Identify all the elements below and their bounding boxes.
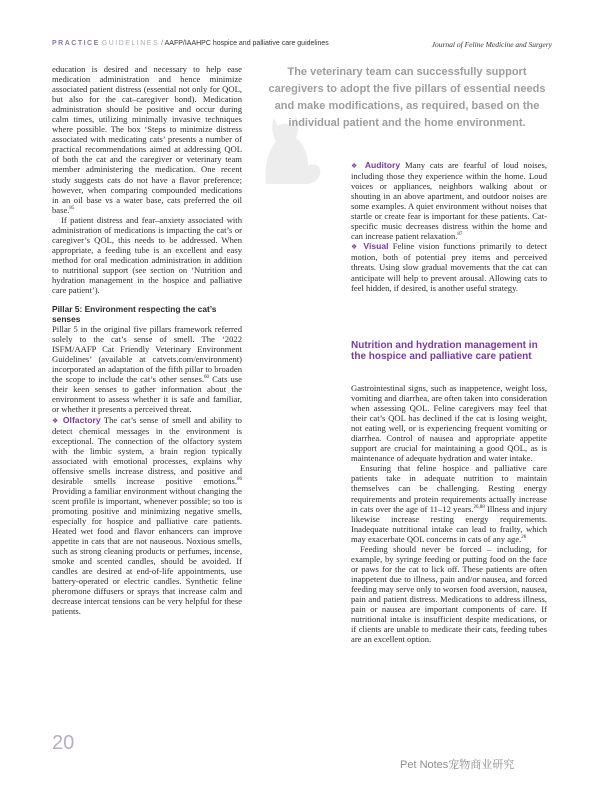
paragraph: Pillar 5 in the original five pillars framework referred solely to the cat’s sense of smell. The ‘2022 ISFM/AAFP Cat Friendly Veterinary Environment Guidelines’ (available at catvets.com/environment) incorporated an adaptation of the fifth pillar to broaden the scope to include the cat’s other senses.$^{60}$ Cats use their keen senses to gather information about the environment to assess whether it is safe and familiar, or whether it presents a perceived threat. <box>52 324 242 415</box>
paragraph-visual: ❖ Visual Feline vision functions primarily to detect motion, both of potential prey items and perceived threats. Using slow gradual movements that the cat can anticipate will help to prevent arousal. Allowing cats to feel hidden, if desired, is another useful strategy. <box>351 241 548 293</box>
paragraph-auditory: ❖ Auditory Many cats are fearful of loud noises, including those they experience within the home. Loud voices or appliances, neighbors walking about or shouting in an above apartment, and outdoor noises are some examples. A quiet environment without noises that startle or create fear is important for these patients. Cat-specific music decreases distress within the home and can increase patient relaxation.$^{87}$ <box>351 160 547 242</box>
header-section-label: PRACTICE <box>52 40 100 47</box>
watermark: Pet Notes宠物商业研究 <box>400 759 515 771</box>
paragraph: Feeding should never be forced – including, for example, by syringe feeding or putting food on the face or paws for the cat to lick off. These patients are often inappetent due to illness, pain and/or nausea, and forced feeding may serve only to worsen food aversion, nausea, pain and patient distress. Medications to address illness, pain or nausea are important components of care. If nutritional intake is insufficient despite medications, or if clients are unable to medicate their cats, feeding tubes are an excellent option. <box>351 543 547 645</box>
diamond-bullet-icon: ❖ <box>351 243 360 252</box>
running-header <box>52 40 552 52</box>
paragraph-olfactory: ❖ Olfactory The cat’s sense of smell and ability to detect chemical messages in the environment is exceptional. The connection of the olfactory system with the limbic system, a brain region typically associated with emotional processes, explains why offensive smells increase distress, and positive and desirable smells increase positive emotions.$^{86}$ Providing a familiar environment without changing the scent profile is important, whenever possible; so too is promoting positive and minimizing negative smells, especially for hospice and palliative care patients. Heated wet food and flavor enhancers can improve appetite in cats that are not nauseous. Noxious smells, such as strong cleaning products or perfumes, incense, smoke and scented candles, should be avoided. If candles are desired at end-of-life appointments, use battery-operated or electric candles. Synthetic feline pheromone diffusers or sprays that increase calm and decrease intercat tensions can be very helpful for these patients. <box>52 414 242 617</box>
header-separator: / <box>161 40 164 47</box>
right-column-bottom <box>351 383 547 644</box>
pillar-5-heading: Pillar 5: Environment respecting the cat’s senses <box>52 304 217 325</box>
paragraph: If patient distress and fear–anxiety associated with administration of medications is impacting the cat’s or caregiver’s QOL, this needs to be addressed. When appropriate, a feeding tube is an excellent and easy method for oral medication administration in addition to nutritional support (see section on ‘Nutrition and hydration management in the hospice and palliative care patient’). <box>52 214 242 296</box>
pull-quote: The veterinary team can successfully support caregivers to adopt the five pillars of essential needs and make modifications, as required, based on the individual patient and the home environment. <box>268 66 546 129</box>
left-column <box>52 64 242 616</box>
right-column-top <box>351 160 547 293</box>
section-heading-nutrition: Nutrition and hydration management in the hospice and palliative care patient <box>351 340 538 362</box>
header-section-sublabel: GUIDELINES <box>101 40 160 47</box>
paragraph: Ensuring that feline hospice and palliative care patients take in adequate nutrition to maintain themselves can be challenging. Resting energy requirements and protein requirements actually increase in cats over the age of 11–12 years.$^{26,88}$ Illness and injury likewise increase resting energy requirements. Inadequate nutritional intake can lead to frailty, which may exacerbate QOL concerns in cats of any age.$^{26}$ <box>351 463 547 544</box>
journal-name: Journal of Feline Medicine and Surgery <box>431 40 552 49</box>
paragraph: Gastrointestinal signs, such as inappetence, weight loss, vomiting and diarrhea, are often taken into consideration when assessing QOL. Feline caregivers may feel that their cat’s QOL has declined if the cat is losing weight, not eating well, or is experiencing frequent vomiting or diarrhea. Control of nausea and appropriate appetite support are crucial for maintaining a good QOL, as is maintenance of adequate hydration and water intake. <box>351 383 547 464</box>
diamond-bullet-icon: ❖ <box>52 416 60 425</box>
page-number: 20 <box>52 732 75 754</box>
header-subtitle: AAFP/IAAHPC hospice and palliative care guidelines <box>164 40 329 47</box>
paragraph: education is desired and necessary to help ease medication administration and hence minimize associated patient distress (essential not only for QOL, but also for the cat–caregiver bond). Medication administration should be positive and occur during calm times, utilizing minimally invasive techniques where possible. The box ‘Steps to minimize distress associated with medicating cats’ presents a number of practical recommendations aimed at addressing QOL of both the cat and the caregiver or veterinary team member administering the medication. One recent study suggests cats do not have a flavor preference; however, when comparing compounded medications in an oil base vs a water base, cats preferred the oil base.$^{85}$ <box>52 64 242 215</box>
diamond-bullet-icon: ❖ <box>351 162 360 170</box>
